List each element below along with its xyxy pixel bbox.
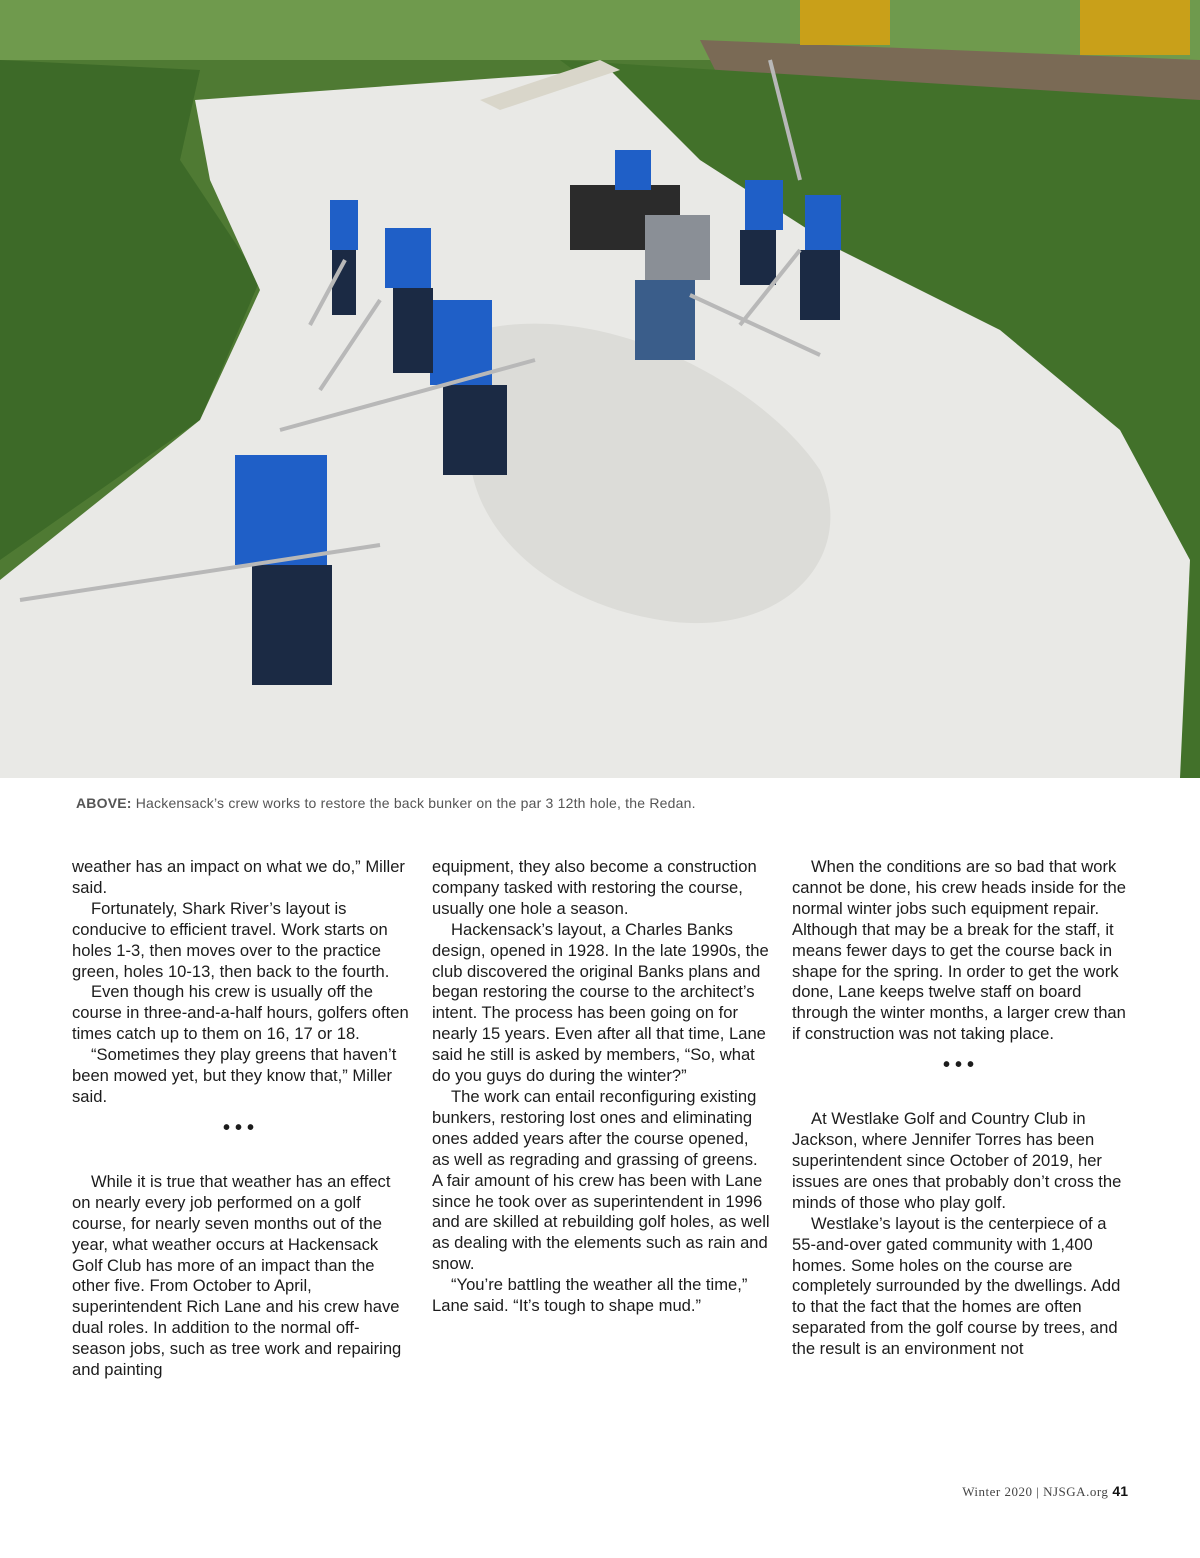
paragraph: weather has an impact on what we do,” Miller said.	[72, 857, 405, 897]
page-footer	[962, 1483, 1128, 1500]
paragraph: When the conditions are so bad that work cannot be done, his crew heads inside for the normal winter jobs such equipment repair. Although that may be a break for the staff, it means fewer days to get the course back in shape for the spring. In order to get the work done, Lane keeps twelve staff on board through the winter months, a larger crew than if construction was not taking place.	[792, 857, 1126, 1044]
paragraph: Hackensack’s layout, a Charles Banks design, opened in 1928. In the late 1990s, the club discovered the original Banks plans and began restoring the course to the architect’s intent. The process has been going on for nearly 15 years. Even after all that time, Lane said he still is asked by members, “So, what do you guys do during the winter?”	[432, 919, 769, 1086]
photo-caption	[76, 795, 696, 811]
paragraph: Westlake’s layout is the centerpiece of a 55-and-over gated community with 1,400 homes. Some holes on the course are completely surrounded by the dwellings. Add to that the fact that the homes are often separated from the golf course by trees, and the result is an environment not	[792, 1213, 1121, 1359]
caption-label: ABOVE:	[76, 795, 132, 811]
page-number: 41	[1112, 1483, 1128, 1499]
paragraph: Fortunately, Shark River’s layout is conducive to efficient travel. Work starts on holes 1-3, then moves over to the practice green, holes 10-13, then back to the fourth.	[72, 898, 390, 981]
paragraph: At Westlake Golf and Country Club in Jackson, where Jennifer Torres has been superintendent since October of 2019, her issues are ones that probably don’t cross the minds of those who play golf.	[792, 1109, 1122, 1212]
paragraph: “You’re battling the weather all the time,” Lane said. “It’s tough to shape mud.”	[432, 1275, 748, 1316]
article-column-1	[72, 857, 410, 1381]
paragraph: The work can entail reconfiguring existing bunkers, restoring lost ones and eliminating ones added years after the course opened, as well as regrading and grassing of greens. A fair amount of his crew has been with Lane since he took over as superintendent in 1996 and are skilled at rebuilding golf holes, as well as dealing with the elements such as rain and snow.	[432, 1086, 770, 1274]
paragraph: “Sometimes they play greens that haven’t been mowed yet, but they know that,” Miller said.	[72, 1045, 397, 1106]
caption-text: Hackensack’s crew works to restore the back bunker on the par 3 12th hole, the Redan.	[131, 795, 696, 811]
section-divider: •••	[942, 1054, 979, 1077]
section-divider: •••	[222, 1116, 259, 1139]
bunker-photo	[0, 0, 1200, 778]
issue-label: Winter 2020 | NJSGA.org	[962, 1484, 1109, 1499]
paragraph: equipment, they also become a construction company tasked with restoring the course, usually one hole a season.	[432, 857, 757, 918]
paragraph: Even though his crew is usually off the course in three-and-a-half hours, golfers often times catch up to them on 16, 17 or 18.	[72, 982, 409, 1044]
article-column-3	[792, 857, 1130, 1360]
paragraph: While it is true that weather has an effect on nearly every job performed on a golf course, for nearly seven months out of the year, what weather occurs at Hackensack Golf Club has more of an impact than the other five. From October to April, superintendent Rich Lane and his crew have dual roles. In addition to the normal off-season jobs, such as tree work and repairing and painting	[72, 1171, 402, 1380]
article-column-2	[432, 857, 770, 1317]
